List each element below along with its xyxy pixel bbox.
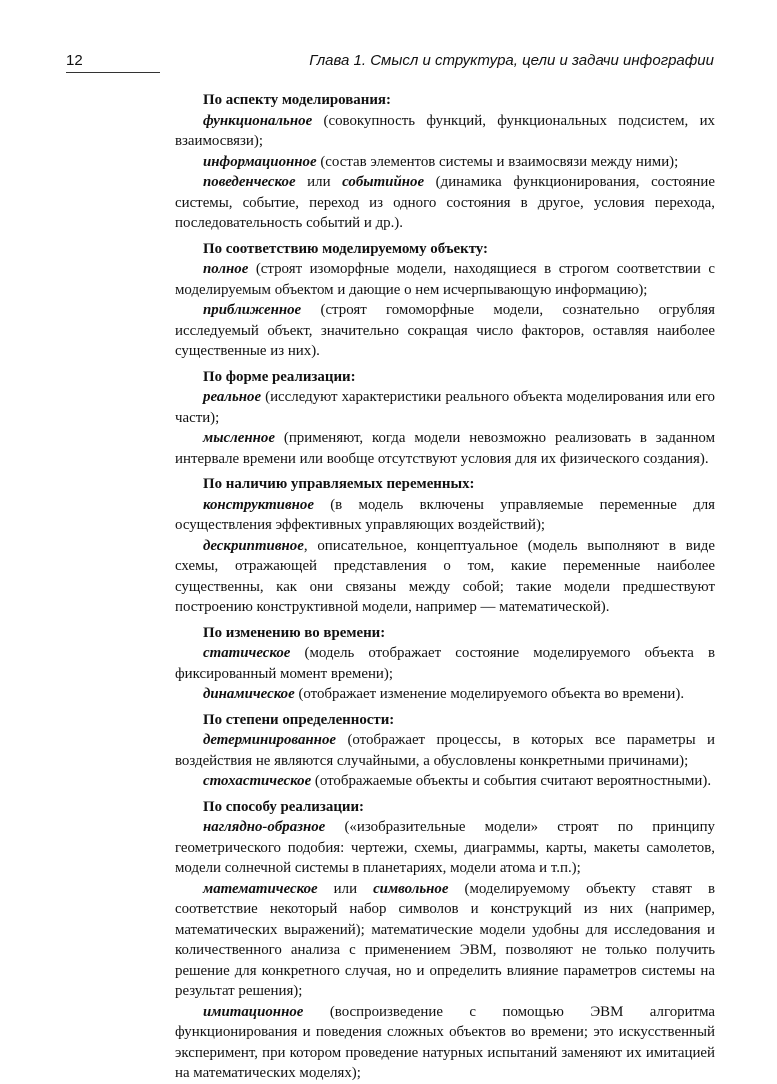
list-item	[175, 152, 715, 173]
section-heading: По наличию управляемых переменных:	[203, 476, 475, 492]
list-item	[175, 259, 715, 300]
definition: (исследуют характеристики реального объекта моделирования или его части);	[175, 389, 715, 426]
section-certainty-degree	[175, 710, 715, 792]
section-heading: По аспекту моделирования:	[203, 92, 391, 108]
section-implementation-method	[175, 797, 715, 1084]
term: дескриптивное	[203, 537, 304, 554]
section-heading: По способу реализации:	[203, 798, 365, 815]
section-time-change	[175, 623, 715, 705]
term: имитационное	[203, 1003, 304, 1020]
definition: (применяют, когда модели невозможно реализовать в заданном интервале времени или вообще отсутствуют условия для их физического создания).	[175, 430, 715, 467]
definition: (динамика функционирования, состояние системы, событие, переход из одного состояния в другое, условия перехода, последовательность событий и др.).	[175, 174, 715, 231]
section-heading: По соответствию моделируемому объекту:	[203, 240, 489, 257]
term: поведенческое	[203, 174, 296, 190]
list-item	[175, 730, 715, 771]
definition: (строят гомоморфные модели, сознательно огрубляя исследуемый объект, значительно сокращая число факторов, оставляя наиболее существенные из них).	[175, 302, 715, 359]
term: приближенное	[203, 302, 302, 318]
section-modeling-aspect	[175, 90, 715, 234]
definition: (отображает изменение моделируемого объекта во времени).	[294, 686, 685, 702]
definition: , описательное, концептуальное (модель выполняют в виде схемы, отражающей представления о том, какие переменные наиболее существенны, как они связаны между собой; такие модели предшествуют построению конструктивной модели, например — математической).	[175, 537, 715, 615]
term: детерминированное	[203, 732, 337, 748]
term: конструктивное	[203, 496, 314, 513]
definition: (состав элементов системы и взаимосвязи между ними);	[316, 153, 679, 170]
section-heading: По степени определенности:	[203, 711, 395, 728]
running-title: Глава 1. Смысл и структура, цели и задачи инфографии	[309, 52, 714, 69]
definition: (в модель включены управляемые переменные для осуществления эффективных управляющих воздействий);	[175, 496, 715, 533]
list-item	[175, 684, 715, 705]
definition: (отображаемые объекты и события считают вероятностными).	[311, 773, 712, 789]
connector: или	[295, 174, 343, 190]
header-rule	[66, 72, 160, 73]
list-item	[175, 111, 715, 152]
list-item	[175, 817, 715, 879]
list-item	[175, 643, 715, 684]
term: мысленное	[203, 430, 275, 446]
section-object-correspondence	[175, 239, 715, 362]
term: математическое	[203, 880, 318, 897]
list-item	[175, 387, 715, 428]
term: динамическое	[203, 686, 295, 702]
definition: (строят изоморфные модели, находящиеся в строгом соответствии с моделируемым объектом и дающие о нем исчерпывающую информацию);	[175, 261, 715, 298]
page-body	[175, 90, 715, 1084]
section-heading: По форме реализации:	[203, 368, 356, 385]
list-item	[175, 536, 715, 618]
definition: (отображает процессы, в которых все параметры и воздействия не являются случайными, а обусловлены конкретными причинами);	[175, 732, 715, 769]
definition: (воспроизведение с помощью ЭВМ алгоритма функционирования и поведения сложных объектов во времени; это искусственный эксперимент, при котором проведение натурных испытаний заменяют их имитацией на математических моделях);	[175, 1003, 715, 1081]
definition: (моделируемому объекту ставят в соответствие некоторый набор символов и конструкций из них (например, математических выражений); математические модели удобны для исследования и количественного анализа с применением ЭВМ, позволяют не только получить решение для конкретного случая, но и определить влияние параметров системы на результат решения);	[175, 880, 715, 999]
list-item	[175, 300, 715, 362]
term: информационное	[203, 153, 317, 170]
definition: (модель отображает состояние моделируемого объекта в фиксированный момент времени);	[175, 645, 715, 682]
section-implementation-form	[175, 367, 715, 470]
page-number: 12	[66, 52, 83, 69]
list-item	[175, 879, 715, 1002]
term: наглядно-образное	[203, 819, 326, 835]
page-header	[0, 52, 777, 76]
section-heading: По изменению во времени:	[203, 624, 386, 641]
term: символьное	[373, 880, 449, 897]
term: полное	[203, 261, 249, 277]
list-item	[175, 495, 715, 536]
definition: («изобразительные модели» строят по принципу геометрического подобия: чертежи, схемы, диаграммы, карты, макеты самолетов, модели солнечной системы в планетариях, модели атома и т.п.);	[175, 819, 715, 876]
list-item	[175, 428, 715, 469]
list-item	[175, 771, 715, 792]
connector: или	[317, 880, 374, 897]
list-item	[175, 172, 715, 234]
term: статическое	[203, 645, 291, 661]
term: функциональное	[203, 112, 313, 129]
term: стохастическое	[203, 773, 312, 789]
list-item	[175, 1002, 715, 1084]
section-controlled-variables	[175, 474, 715, 618]
term: реальное	[203, 389, 262, 405]
definition: (совокупность функций, функциональных подсистем, их взаимосвязи);	[175, 112, 715, 149]
term: событийное	[342, 174, 425, 190]
